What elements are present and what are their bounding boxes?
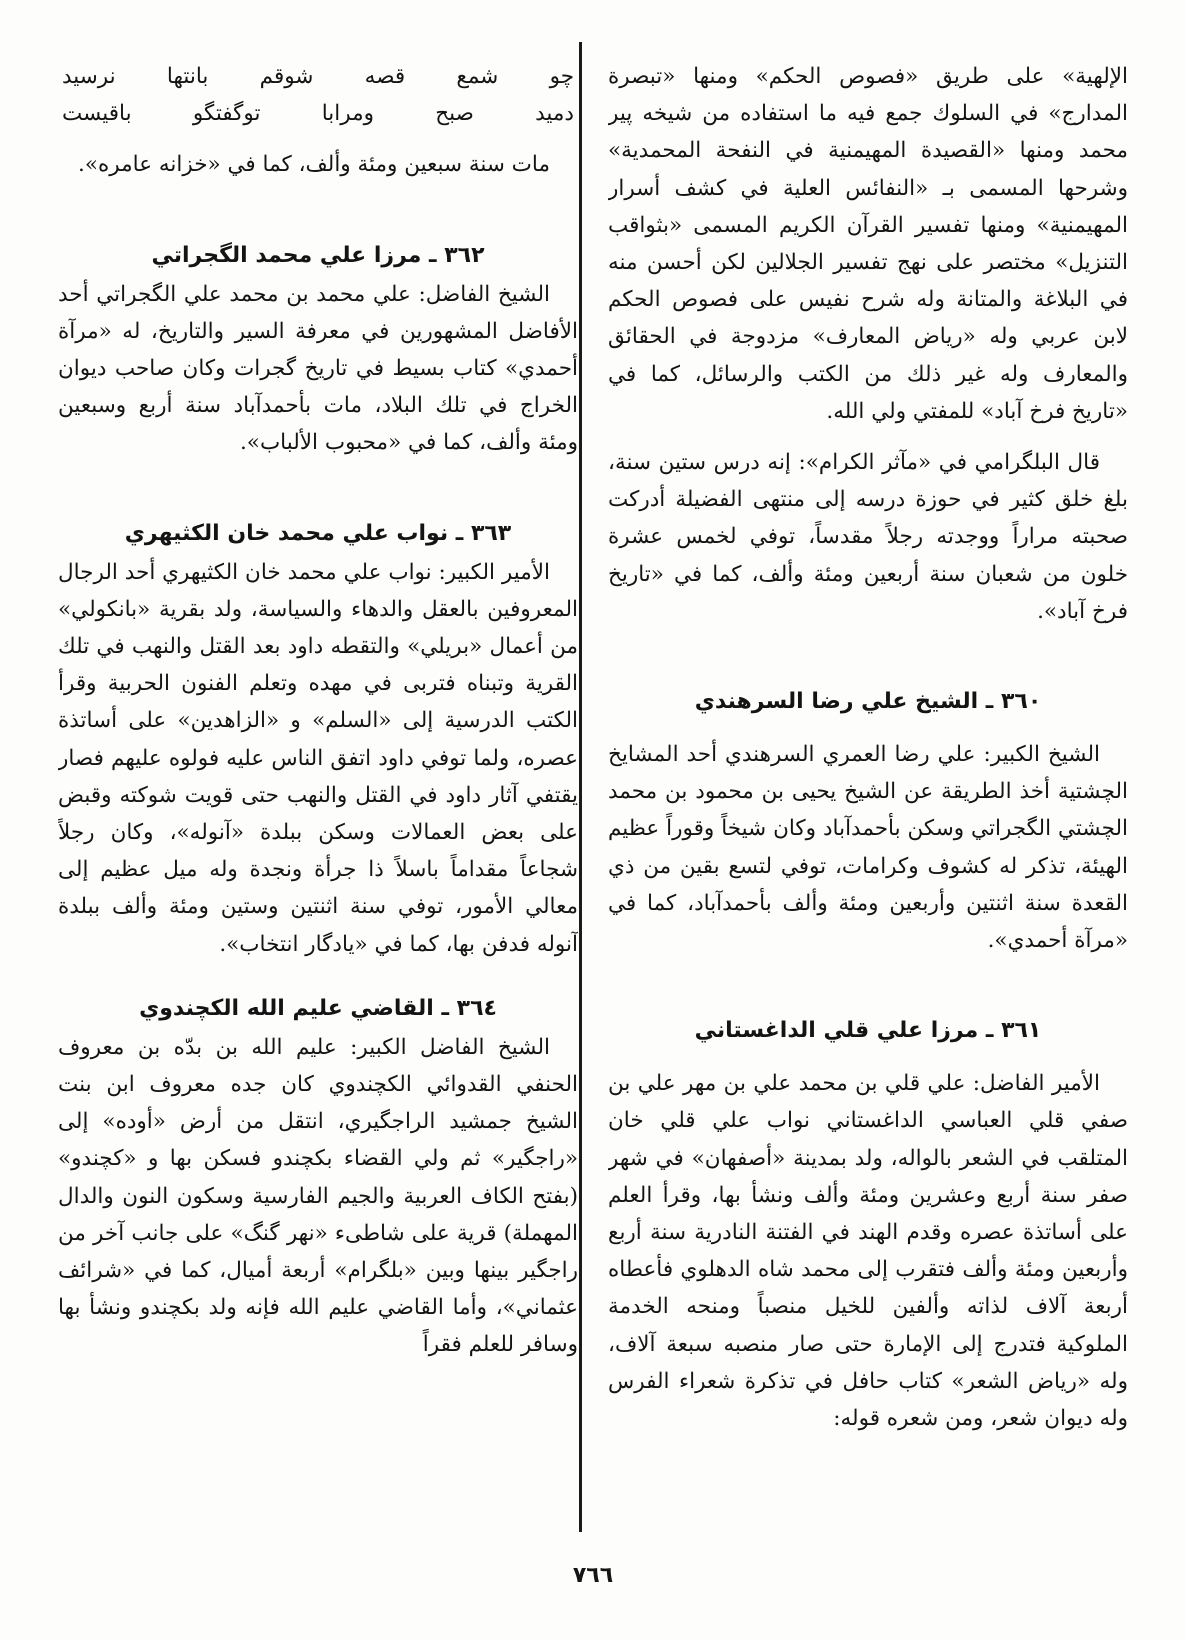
intro-paragraph: الإلهية» على طريق «فصوص الحكم» ومنها «تبصرة المدارج» في السلوك جمع فيه ما استفاده من شيخه پير محمد ومنها «القصيدة المهيمنية في النفحة المحمدية» وشرحها المسمى بـ «النفائس العلية في كشف أسرار المهيمنية» ومنها تفسير القرآن الكريم المسمى «بثواقب التنزيل» مختصر على نهج تفسير الجلالين لكن أحسن منه في البلاغة والمتانة وله شرح نفيس على فصوص الحكم لابن عربي وله «رياض المعارف» مزدوجة في الحقائق والمعارف وله غير ذلك من الكتب والرسائل، كما في «تاريخ فرخ آباد» للمفتي ولي الله. <box>608 64 1128 424</box>
entry-362-text: الشيخ الفاضل: علي محمد بن محمد علي الگجراتي أحد الأفاضل المشهورين في معرفة السير والتاريخ، له «مرآة أحمدي» كتاب بسيط في تاريخ گجرات وكان صاحب ديوان الخراج في تلك البلاد، مات بأحمدآباد سنة أربع وسبعين ومئة وألف، كما في «محبوب الألباب». <box>58 281 578 456</box>
entry-364-heading: ٣٦٤ ـ القاضي عليم الله الكچندوي <box>139 995 497 1021</box>
poem-line-2: دميد صبح ومرابا توگفتگو باقيست <box>62 101 574 127</box>
poem-line-1: چو شمع قصه شوقم بانتها نرسيد <box>62 64 574 89</box>
left-column <box>58 58 578 1549</box>
page-number: ٧٦٦ <box>572 1563 614 1588</box>
entry-362-heading: ٣٦٢ ـ مرزا علي محمد الگجراتي <box>151 242 485 268</box>
column-divider <box>579 42 582 1532</box>
poem-note: مات سنة سبعين ومئة وألف، كما في «خزانه عامره». <box>78 152 550 178</box>
entry-361-heading: ٣٦١ ـ مرزا علي قلي الداغستاني <box>694 1018 1042 1044</box>
entry-360-heading: ٣٦٠ ـ الشيخ علي رضا السرهندي <box>694 689 1042 715</box>
entry-361-text: الأمير الفاضل: علي قلي بن محمد علي بن مهر علي بن صفي قلي العباسي الداغستاني نواب علي قلي خان المتلقب في الشعر بالواله، ولد بمدينة «أصفهان» في شهر صفر سنة أربع وعشرين ومئة وألف ونشأ بها، وقرأ العلم على أساتذة عصره وقدم الهند في الفتنة النادرية سنة أربع وأربعين ومئة وألف فتقرب إلى محمد شاه الدهلوي فأعطاه أربعة آلاف لذاته وألفين للخيل منصباً ومنحه الخدمة الملوكية فتدرج إلى الإمارة حتى صار منصبه سبعة آلاف، وله «رياض الشعر» كتاب حافل في تذكرة شعراء الفرس وله ديوان شعر، ومن شعره قوله: <box>608 1071 1128 1432</box>
entry-363-heading: ٣٦٣ ـ نواب علي محمد خان الكثيهري <box>124 520 512 546</box>
quote-paragraph: قال البلگرامي في «مآثر الكرام»: إنه درس ستين سنة، بلغ خلق كثير في حوزة درسه إلى منتهى الفضيلة أدركت صحبته مراراً ووجدته رجلاً مقدساً، توفي لخمس عشرة خلون من شعبان سنة أربعين ومئة وألف، كما في «تاريخ فرخ آباد». <box>608 450 1128 624</box>
poem-verse <box>58 58 578 132</box>
entry-364-text: الشيخ الفاضل الكبير: عليم الله بن بدّه بن معروف الحنفي القدوائي الكچندوي كان جده معروف ابن بنت الشيخ جمشيد الراجگيري، انتقل من أرض «أوده» إلى «راجگير» ثم ولي القضاء بكچندو فسكن بها و «كچندو» (بفتح الكاف العربية والجيم الفارسية وسكون النون والدال المهملة) قرية على شاطىء «نهر گنگ» على جانب آخر من راجگير بينها وبين «بلگرام» أربعة أميال، كما في «شرائف عثماني»، وأما القاضي عليم الله فإنه ولد بكچندو ونشأ بها وسافر للعلم فقراً <box>58 1034 578 1358</box>
entry-363-text: الأمير الكبير: نواب علي محمد خان الكثيهري أحد الرجال المعروفين بالعقل والدهاء والسياسة، ولد بقرية «بانكولي» من أعمال «بريلي» والتقطه داود بعد القتل والنهب في تلك القرية وتبناه فتربى في مهده وتعلم الفنون الحربية وقرأ الكتب الدرسية إلى «السلم» و «الزاهدين» على أساتذة عصره، ولما توفي داود اتفق الناس عليه فولوه عليهم فصار يقتفي آثار داود في القتل والنهب حتى قويت شوكته وقبض على بعض العمالات وسكن ببلدة «آنوله»، وكان رجلاً شجاعاً مقداماً باسلاً ذا جرأة ونجدة وله ميل عظيم إلى معالي الأمور، توفي سنة اثنتين وستين ومئة وألف ببلدة آنوله فدفن بها، كما في «يادگار انتخاب». <box>58 559 578 957</box>
right-column <box>608 58 1128 1549</box>
entry-360-text: الشيخ الكبير: علي رضا العمري السرهندي أحد المشايخ الچشتية أخذ الطريقة عن الشيخ يحيى بن محمود بن محمد الچشتي الگجراتي وسكن بأحمدآباد وكان شيخاً وقوراً عظيم الهيئة، تذكر له كشوف وكرامات، توفي لتسع بقين من ذي القعدة سنة اثنتين وأربعين ومئة وألف بأحمدآباد، كما في «مرآة أحمدي». <box>608 742 1128 954</box>
